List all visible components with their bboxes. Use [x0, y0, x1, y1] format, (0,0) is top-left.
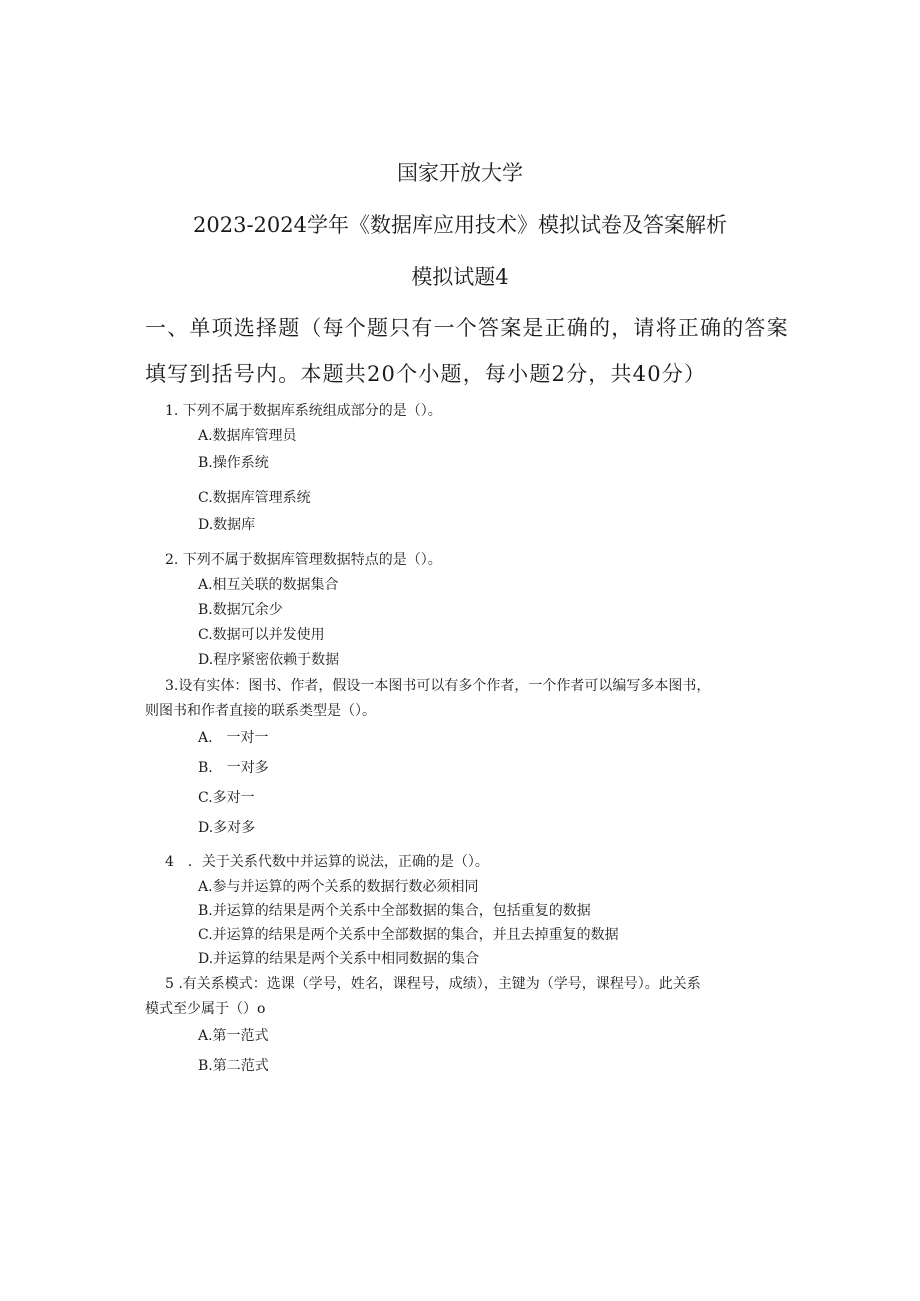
question-4-option-b: B.并运算的结果是两个关系中全部数据的集合，包括重复的数据: [198, 903, 591, 919]
question-3-stem-line2: 则图书和作者直接的联系类型是（）。: [145, 703, 376, 719]
question-5-option-b: B.第二范式: [198, 1058, 269, 1074]
question-5-stem-line2: 模式至少属于（）o: [145, 1001, 266, 1017]
question-5-stem-line1: 5 .有关系模式：选课（学号，姓名，课程号，成绩），主键为（学号，课程号）。此关系: [165, 976, 701, 992]
question-1-option-a: A.数据库管理员: [198, 428, 297, 444]
question-2-option-a: A.相互关联的数据集合: [198, 577, 339, 593]
university-title: 国家开放大学: [397, 161, 523, 185]
question-4-option-c: C.并运算的结果是两个关系中全部数据的集合，并且去掉重复的数据: [198, 927, 619, 943]
question-2-option-d: D.程序紧密依赖于数据: [198, 652, 340, 668]
question-4-stem: 4 ．关于关系代数中并运算的说法，正确的是（）。: [165, 854, 489, 870]
question-1-option-c: C.数据库管理系统: [198, 490, 311, 506]
question-3-option-b: B. 一对多: [198, 760, 269, 776]
question-5-option-a: A.第一范式: [198, 1028, 269, 1044]
question-1-option-b: B.操作系统: [198, 455, 269, 471]
question-2-stem: 2. 下列不属于数据库管理数据特点的是（）。: [165, 552, 442, 568]
question-1-stem: 1. 下列不属于数据库系统组成部分的是（）。: [165, 403, 442, 419]
question-2-option-c: C.数据可以并发使用: [198, 627, 325, 643]
question-4-option-a: A.参与并运算的两个关系的数据行数必须相同: [198, 879, 479, 895]
question-2-option-b: B.数据冗余少: [198, 602, 283, 618]
question-3-option-a: A. 一对一: [198, 730, 269, 746]
question-3-stem-line1: 3.设有实体：图书、作者，假设一本图书可以有多个作者，一个作者可以编写多本图书，: [165, 678, 711, 694]
question-1-option-d: D.数据库: [198, 517, 256, 533]
question-3-option-c: C.多对一: [198, 790, 255, 806]
question-4-option-d: D.并运算的结果是两个关系中相同数据的集合: [198, 951, 480, 967]
section-heading-line1: 一、单项选择题（每个题只有一个答案是正确的，请将正确的答案: [145, 316, 789, 340]
exam-title: 2023-2024学年《数据库应用技术》模拟试卷及答案解析: [193, 213, 727, 237]
question-3-option-d: D.多对多: [198, 820, 256, 836]
section-heading-line2: 填写到括号内。本题共20个小题，每小题2分，共40分）: [145, 362, 707, 386]
test-number-title: 模拟试题4: [411, 265, 509, 289]
